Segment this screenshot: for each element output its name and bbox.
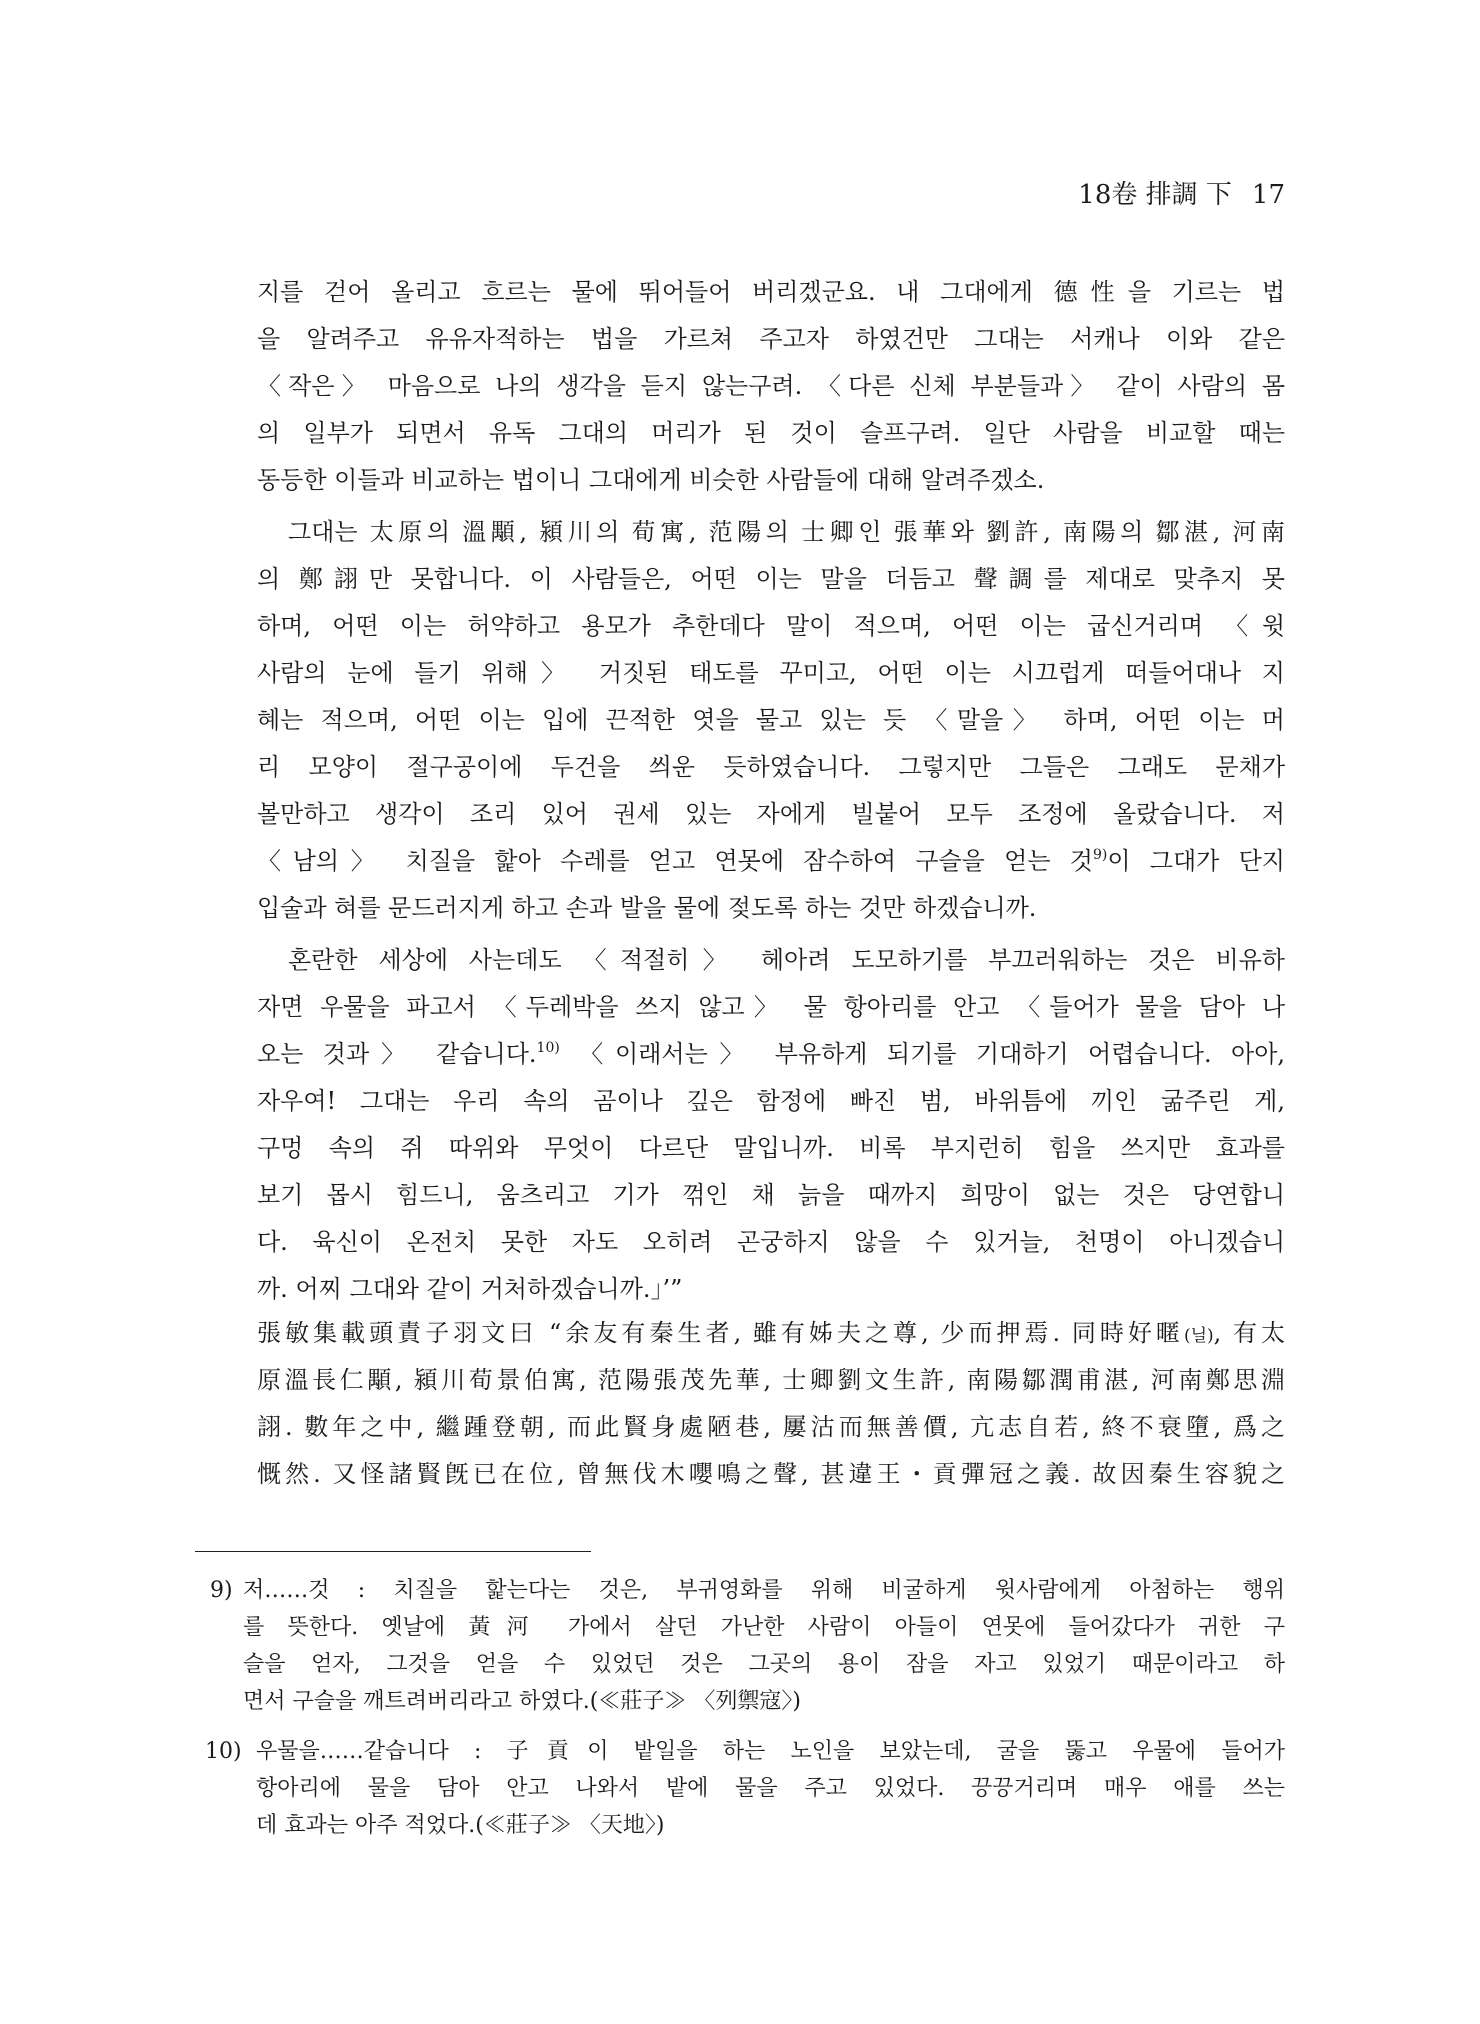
text-line	[257, 1266, 1285, 1313]
line-text: 詡. 數年之中, 繼踵登朝, 而此賢身處陋巷, 屢沽而無善價, 亢志自若, 終不衰墮, 爲之	[257, 1413, 1285, 1441]
text-line	[257, 556, 1285, 603]
text-line	[243, 1609, 1285, 1646]
line-text: 자우여! 그대는 우리 속의 곰이나 깊은 함정에 빠진 범, 바위틈에 끼인 굶주린 게,	[257, 1087, 1285, 1115]
text-line	[257, 650, 1285, 697]
source-text-paragraph	[257, 1310, 1285, 1498]
line-text: 그대는 太原의 溫顒, 潁川의 荀寓, 范陽의 士卿인 張華와 劉許, 南陽의 鄒湛, 河南	[288, 518, 1285, 546]
text-line	[257, 603, 1285, 650]
text-line	[256, 1807, 1285, 1844]
line-text: 를 뜻한다. 옛날에 黃河 가에서 살던 가난한 사람이 아들이 연못에 들어갔다가 귀한 구	[243, 1615, 1285, 1640]
line-text: 을 알려주고 유유자적하는 법을 가르쳐 주고자 하였건만 그대는 서캐나 이와 같은	[257, 325, 1285, 353]
line-text: 항아리에 물을 담아 안고 나와서 밭에 물을 주고 있었다. 끙끙거리며 매우 애를 쓰는	[256, 1776, 1285, 1801]
line-text: 이 그대가 단지	[1107, 847, 1285, 875]
paragraph	[257, 509, 1285, 932]
line-text: 혼란한 세상에 사는데도 〈적절히〉 헤아려 도모하기를 부끄러워하는 것은 비유하	[288, 946, 1285, 974]
text-line	[257, 1031, 1285, 1078]
text-line	[257, 885, 1285, 932]
line-text: 볼만하고 생각이 조리 있어 권세 있는 자에게 빌붙어 모두 조정에 올랐습니다. 저	[257, 800, 1285, 828]
main-text	[257, 269, 1285, 1498]
line-text: 사람의 눈에 들기 위해〉 거짓된 태도를 꾸미고, 어떤 이는 시끄럽게 떠들어대나 지	[257, 659, 1285, 687]
line-text: 慨然. 又怪諸賢旣已在位, 曾無伐木嚶鳴之聲, 甚違王・貢彈冠之義. 故因秦生容貌之	[257, 1460, 1285, 1488]
line-text: 의 鄭詡만 못합니다. 이 사람들은, 어떤 이는 말을 더듬고 聲調를 제대로 맞추지 못	[257, 565, 1285, 593]
footnote-reference: 10)	[536, 1040, 560, 1056]
footnote-text	[256, 1733, 1285, 1844]
footnote	[210, 1572, 1285, 1720]
line-text: 지를 걷어 올리고 흐르는 물에 뛰어들어 버리겠군요. 내 그대에게 德性을 기르는 법	[257, 278, 1285, 306]
footnote	[205, 1733, 1285, 1844]
text-line	[257, 984, 1285, 1031]
line-text: 오는 것과〉 같습니다.	[257, 1040, 537, 1068]
line-text: 〈이래서는〉 부유하게 되기를 기대하기 어렵습니다. 아아,	[559, 1040, 1286, 1068]
running-header	[1078, 179, 1285, 211]
line-text: 〈남의〉 치질을 핥아 수레를 얻고 연못에 잠수하여 구슬을 얻는 것	[257, 847, 1093, 875]
line-text: 자면 우물을 파고서 〈두레박을 쓰지 않고〉 물 항아리를 안고 〈들어가 물을 담아 나	[257, 993, 1285, 1021]
line-text: 리 모양이 절구공이에 두건을 씌운 듯하였습니다. 그렇지만 그들은 그래도 문채가	[257, 753, 1285, 781]
text-line	[257, 1310, 1285, 1357]
footnote-label: 9)	[210, 1578, 233, 1603]
line-text: 의 일부가 되면서 유독 그대의 머리가 된 것이 슬프구려. 일단 사람을 비교할 때는	[257, 419, 1285, 447]
text-line	[257, 1078, 1285, 1125]
line-text: 까. 어찌 그대와 같이 거처하겠습니까.」’”	[257, 1275, 683, 1303]
text-line	[257, 1404, 1285, 1451]
text-line	[257, 697, 1285, 744]
line-text: 면서 구슬을 깨트려버리라고 하였다.(≪莊子≫ 〈列禦寇〉)	[243, 1689, 801, 1714]
text-line	[257, 1172, 1285, 1219]
text-line	[257, 509, 1285, 556]
text-line	[257, 838, 1285, 885]
line-text: 동등한 이들과 비교하는 법이니 그대에게 비슷한 사람들에 대해 알려주겠소.	[257, 466, 1045, 494]
running-title: 18卷 排調 下	[1078, 180, 1232, 210]
text-line	[257, 1125, 1285, 1172]
line-text: 구멍 속의 쥐 따위와 무엇이 다르단 말입니까. 비록 부지런히 힘을 쓰지만 효과를	[257, 1134, 1285, 1162]
text-line	[256, 1733, 1285, 1770]
text-line	[257, 410, 1285, 457]
line-text: 데 효과는 아주 적었다.(≪莊子≫ 〈天地〉)	[256, 1813, 665, 1838]
text-line	[256, 1770, 1285, 1807]
line-text: 〈작은〉 마음으로 나의 생각을 듣지 않는구려. 〈다른 신체 부분들과〉 같이 사람의 몸	[257, 372, 1285, 400]
line-text: 저……것 : 치질을 핥는다는 것은, 부귀영화를 위해 비굴하게 윗사람에게 아첨하는 행위	[243, 1578, 1285, 1603]
footnote-reference: 9)	[1092, 847, 1108, 863]
footnote-text	[243, 1572, 1285, 1720]
text-line	[257, 1357, 1285, 1404]
line-text: 슬을 얻자, 그것을 얻을 수 있었던 것은 그곳의 용이 잠을 자고 있었기 때문이라고 하	[243, 1652, 1285, 1677]
text-line	[257, 1219, 1285, 1266]
paragraph	[257, 269, 1285, 504]
text-line	[257, 457, 1285, 504]
page-number: 17	[1251, 180, 1285, 210]
paragraph	[257, 937, 1285, 1313]
text-line	[243, 1572, 1285, 1609]
text-line	[257, 937, 1285, 984]
text-line	[257, 744, 1285, 791]
footnote-separator	[195, 1551, 591, 1552]
line-text: 原溫長仁顒, 潁川荀景伯寓, 范陽張茂先華, 士卿劉文生許, 南陽鄒潤甫湛, 河南鄭思淵	[257, 1366, 1285, 1394]
line-text: 보기 몹시 힘드니, 움츠리고 기가 꺾인 채 늙을 때까지 희망이 없는 것은 당연합니	[257, 1181, 1285, 1209]
text-line	[257, 1451, 1285, 1498]
line-text: 혜는 적으며, 어떤 이는 입에 끈적한 엿을 물고 있는 듯 〈말을〉 하며, 어떤 이는 머	[257, 706, 1285, 734]
pronunciation-gloss: (닐)	[1183, 1326, 1214, 1346]
line-text: 하며, 어떤 이는 허약하고 용모가 추한데다 말이 적으며, 어떤 이는 굽신거리며 〈윗	[257, 612, 1285, 640]
text-line	[257, 791, 1285, 838]
line-text: 우물을……같습니다 : 子貢이 밭일을 하는 노인을 보았는데, 굴을 뚫고 우물에 들어가	[256, 1739, 1285, 1764]
footnote-label: 10)	[205, 1739, 242, 1764]
text-line	[257, 269, 1285, 316]
text-line	[243, 1683, 1285, 1720]
text-line	[257, 316, 1285, 363]
line-text: 張敏集載頭責子羽文曰 “余友有秦生者, 雖有姊夫之尊, 少而押焉. 同時好暱	[257, 1319, 1184, 1347]
text-line	[257, 363, 1285, 410]
text-line	[243, 1646, 1285, 1683]
line-text: 다. 육신이 온전치 못한 자도 오히려 곤궁하지 않을 수 있거늘, 천명이 아니겠습니	[257, 1228, 1285, 1256]
line-text: , 有太	[1213, 1319, 1286, 1347]
line-text: 입술과 혀를 문드러지게 하고 손과 발을 물에 젖도록 하는 것만 하겠습니까.	[257, 894, 1037, 922]
